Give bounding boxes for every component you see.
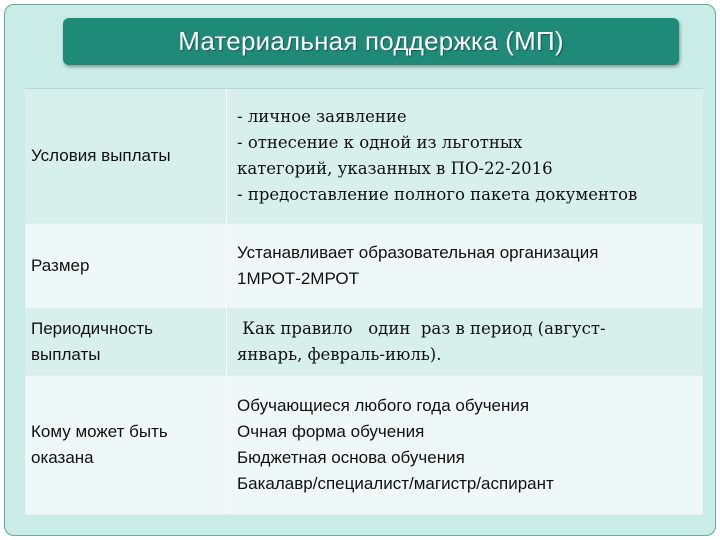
table-row-periodicity [25, 309, 703, 376]
row-value [227, 89, 703, 223]
row-value-line: Бюджетная основа обучения [237, 448, 465, 467]
table-row-amount [25, 224, 703, 309]
title-banner [63, 18, 679, 65]
slide-background [4, 4, 716, 536]
row-value-line: Устанавливает образовательная организация [237, 243, 599, 262]
table-row-eligibility [25, 376, 703, 515]
row-value-line: категорий, указанных в ПО-22-2016 [237, 159, 553, 178]
row-label [25, 89, 227, 223]
row-value-line: - личное заявление [237, 107, 407, 126]
row-value [227, 309, 703, 375]
row-label [25, 309, 227, 375]
row-label [25, 376, 227, 514]
row-label [25, 224, 227, 308]
row-value-line: - отнесение к одной из льготных [237, 133, 523, 152]
row-value-line: Бакалавр/специалист/магистр/аспирант [237, 474, 554, 493]
row-label-text: оказана [31, 448, 94, 467]
row-value-line: Очная форма обучения [237, 422, 425, 441]
row-value-line: - предоставление полного пакета документов [237, 185, 638, 204]
row-label-text: Периодичность [31, 319, 153, 338]
row-value-line: Как правило один раз в период (август- [237, 319, 606, 338]
row-value-line: 1МРОТ-2МРОТ [237, 269, 360, 288]
info-table [25, 88, 703, 515]
row-value-line: Обучающиеся любого года обучения [237, 396, 530, 415]
row-label-text: выплаты [31, 345, 101, 364]
row-label-text: Кому может быть [31, 422, 168, 441]
row-value-line: январь, февраль-июль). [237, 345, 442, 364]
row-label-text: Условия выплаты [31, 146, 171, 165]
row-value [227, 224, 703, 308]
row-value [227, 376, 703, 514]
table-row-payment-conditions [25, 89, 703, 224]
page-title: Материальная поддержка (МП) [178, 26, 564, 56]
row-label-text: Размер [31, 256, 90, 275]
